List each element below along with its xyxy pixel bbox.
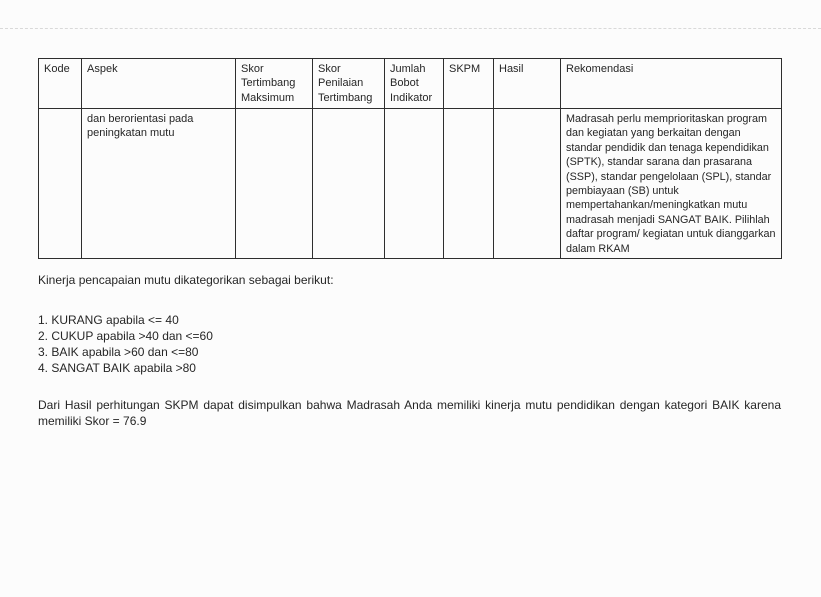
page-break-dashed-line [0,28,821,29]
cell-kode [39,109,82,259]
header-jumlah-bobot-indikator: Jumlah Bobot Indikator [385,59,444,109]
header-rekomendasi: Rekomendasi [561,59,782,109]
category-item-sangat-baik: 4. SANGAT BAIK apabila >80 [38,361,196,375]
cell-hasil [494,109,561,259]
cell-skor-penilaian-tertimbang [313,109,385,259]
skpm-result-table [38,58,782,259]
header-skor-tertimbang-maksimum: Skor Tertimbang Maksimum [236,59,313,109]
table-row [39,109,782,259]
conclusion-paragraph: Dari Hasil perhitungan SKPM dapat disimpulkan bahwa Madrasah Anda memiliki kinerja mutu pendidikan dengan kategori BAIK karena memiliki Skor = 76.9 [38,398,781,428]
category-item-baik: 3. BAIK apabila >60 dan <=80 [38,345,199,359]
category-item-kurang: 1. KURANG apabila <= 40 [38,313,179,327]
table-header-row [39,59,782,109]
header-skpm: SKPM [444,59,494,109]
header-kode: Kode [39,59,82,109]
cell-rekomendasi: Madrasah perlu memprioritaskan program dan kegiatan yang berkaitan dengan standar pendidik dan tenaga kependidikan (SPTK), standar sarana dan prasarana (SSP), standar pengelolaan (SPL), standar pembiayaan (SB) untuk mempertahankan/meningkatkan mutu madrasah menjadi SANGAT BAIK. Pilihlah daftar program/ kegiatan untuk dianggarkan dalam RKAM [561,109,782,259]
cell-skpm [444,109,494,259]
cell-skor-tertimbang-maksimum [236,109,313,259]
category-item-cukup: 2. CUKUP apabila >40 dan <=60 [38,329,213,343]
header-skor-penilaian-tertimbang: Skor Penilaian Tertimbang [313,59,385,109]
category-intro-text: Kinerja pencapaian mutu dikategorikan sebagai berikut: [38,273,334,287]
header-hasil: Hasil [494,59,561,109]
cell-jumlah-bobot-indikator [385,109,444,259]
cell-aspek: dan berorientasi pada peningkatan mutu [82,109,236,259]
header-aspek: Aspek [82,59,236,109]
notes-section [38,272,781,429]
category-list [38,312,781,376]
